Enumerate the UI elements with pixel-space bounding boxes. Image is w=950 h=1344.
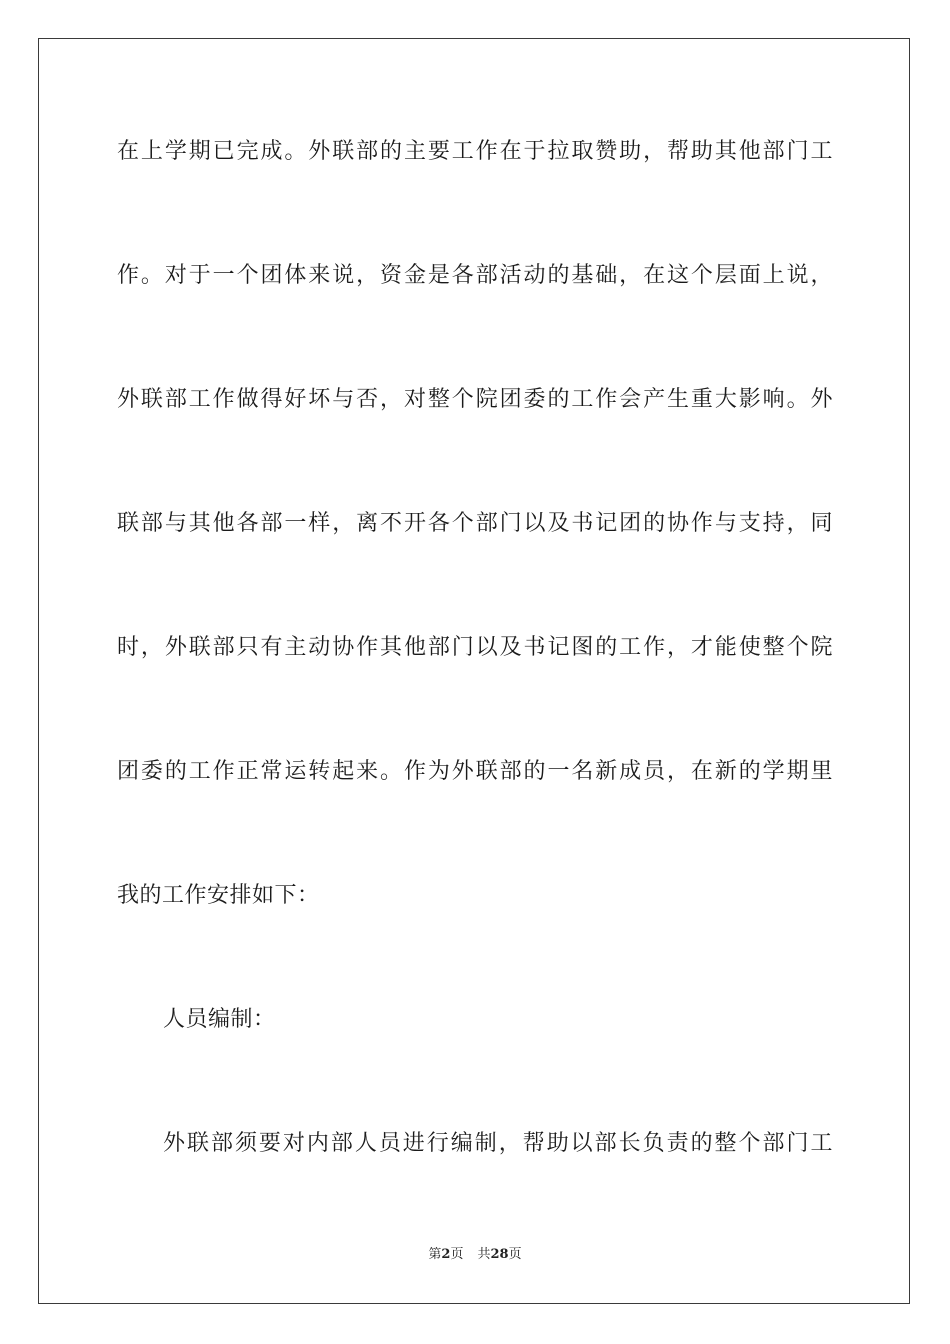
footer-total-pages: 28 bbox=[490, 1247, 509, 1262]
footer-total-suffix: 页 bbox=[508, 1247, 522, 1262]
body-line-1: 在上学期已完成。外联部的主要工作在于拉取赞助，帮助其他部门工 bbox=[117, 139, 833, 164]
footer-total-prefix: 共 bbox=[477, 1247, 491, 1262]
page-border bbox=[38, 38, 910, 1304]
body-line-6: 团委的工作正常运转起来。作为外联部的一名新成员，在新的学期里 bbox=[117, 759, 833, 784]
body-line-7: 我的工作安排如下： bbox=[117, 883, 320, 908]
body-line-3: 外联部工作做得好坏与否，对整个院团委的工作会产生重大影响。外 bbox=[117, 387, 833, 412]
body-line-9: 外联部须要对内部人员进行编制，帮助以部长负责的整个部门工 bbox=[163, 1131, 833, 1156]
body-line-4: 联部与其他各部一样，离不开各个部门以及书记团的协作与支持，同 bbox=[117, 511, 833, 536]
body-line-5: 时，外联部只有主动协作其他部门以及书记图的工作，才能使整个院 bbox=[117, 635, 833, 660]
footer-page-number: 2 bbox=[441, 1247, 451, 1262]
page-footer bbox=[0, 1247, 950, 1263]
body-line-2: 作。对于一个团体来说，资金是各部活动的基础，在这个层面上说， bbox=[117, 263, 833, 288]
footer-page-suffix: 页 bbox=[450, 1247, 464, 1262]
section-heading: 人员编制： bbox=[163, 1007, 276, 1032]
footer-page-prefix: 第 bbox=[428, 1247, 442, 1262]
